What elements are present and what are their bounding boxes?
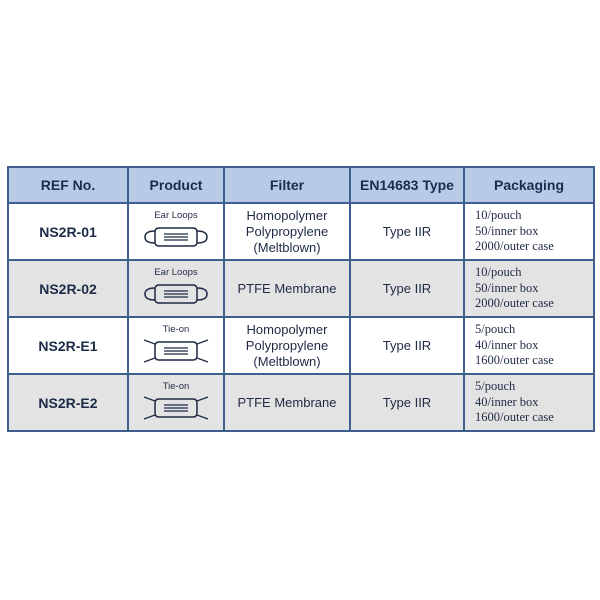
- packaging-line: 50/inner box: [475, 280, 539, 295]
- filter-line: PTFE Membrane: [237, 280, 337, 296]
- product-label: Tie-on: [162, 380, 190, 392]
- filter-line: Homopolymer: [246, 321, 328, 337]
- type-cell: Type IIR: [350, 203, 464, 260]
- product-label: Ear Loops: [154, 209, 198, 221]
- type-cell: Type IIR: [350, 260, 464, 317]
- header-packaging: Packaging: [464, 167, 594, 203]
- filter-cell: [224, 203, 350, 260]
- packaging-line: 10/pouch: [475, 265, 522, 280]
- product-cell: [128, 203, 224, 260]
- ear-loop-mask-icon: [142, 222, 210, 252]
- product-spec-table-container: [7, 166, 593, 432]
- type-cell: Type IIR: [350, 317, 464, 374]
- product-label: Ear Loops: [154, 266, 198, 278]
- packaging-line: 5/pouch: [475, 322, 516, 337]
- packaging-cell: [464, 260, 594, 317]
- product-cell: [128, 260, 224, 317]
- header-row: [8, 167, 594, 203]
- packaging-cell: [464, 317, 594, 374]
- filter-line: Polypropylene: [245, 337, 329, 353]
- packaging-line: 5/pouch: [475, 379, 516, 394]
- filter-line: PTFE Membrane: [237, 394, 337, 410]
- ear-loop-mask-icon: [142, 279, 210, 309]
- table-row: [8, 317, 594, 374]
- packaging-line: 2000/outer case: [475, 296, 554, 311]
- table-row: [8, 374, 594, 431]
- filter-line: (Meltblown): [253, 353, 321, 369]
- packaging-cell: [464, 203, 594, 260]
- packaging-line: 40/inner box: [475, 394, 539, 409]
- filter-cell: [224, 317, 350, 374]
- packaging-line: 1600/outer case: [475, 353, 554, 368]
- filter-line: Homopolymer: [246, 207, 328, 223]
- ref-no-cell: NS2R-E2: [8, 374, 128, 431]
- table-row: [8, 203, 594, 260]
- packaging-line: 2000/outer case: [475, 239, 554, 254]
- product-spec-table: [7, 166, 595, 432]
- type-cell: Type IIR: [350, 374, 464, 431]
- header-product: Product: [128, 167, 224, 203]
- packaging-line: 10/pouch: [475, 208, 522, 223]
- ref-no-cell: NS2R-02: [8, 260, 128, 317]
- packaging-line: 40/inner box: [475, 337, 539, 352]
- filter-cell: [224, 260, 350, 317]
- packaging-cell: [464, 374, 594, 431]
- tie-on-mask-icon: [142, 393, 210, 423]
- product-cell: [128, 374, 224, 431]
- product-cell: [128, 317, 224, 374]
- packaging-line: 50/inner box: [475, 223, 539, 238]
- filter-line: Polypropylene: [245, 223, 329, 239]
- header-filter: Filter: [224, 167, 350, 203]
- packaging-line: 1600/outer case: [475, 410, 554, 425]
- header-ref-no: REF No.: [8, 167, 128, 203]
- ref-no-cell: NS2R-E1: [8, 317, 128, 374]
- header-en14683-type: EN14683 Type: [350, 167, 464, 203]
- table-row: [8, 260, 594, 317]
- tie-on-mask-icon: [142, 336, 210, 366]
- ref-no-cell: NS2R-01: [8, 203, 128, 260]
- filter-line: (Meltblown): [253, 239, 321, 255]
- product-label: Tie-on: [162, 323, 190, 335]
- filter-cell: [224, 374, 350, 431]
